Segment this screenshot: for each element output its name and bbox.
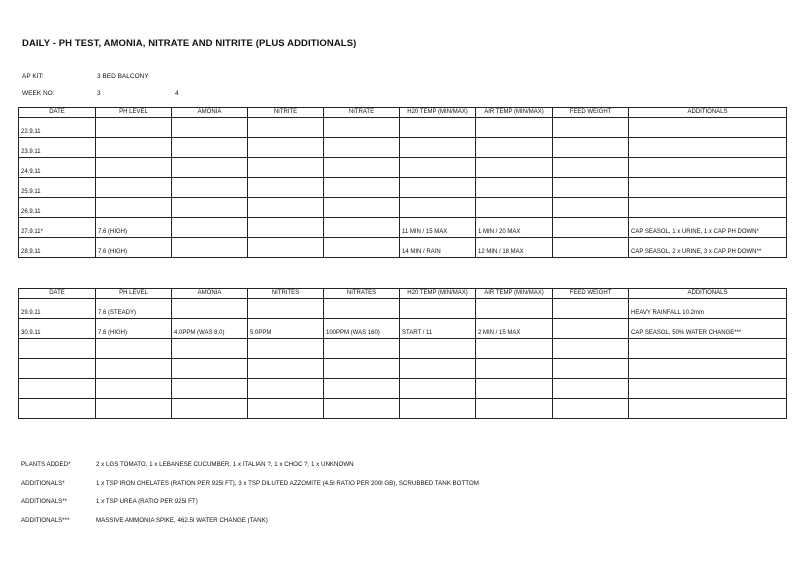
cell-date: 22.9.11 [19,118,96,138]
column-header-nitrite: NITRITES [248,289,324,299]
cell-nitrate [324,379,400,399]
cell-feed-weight [553,299,629,319]
cell-amonia [172,198,248,218]
cell-feed-weight [553,158,629,178]
cell-date [19,339,96,359]
cell-h20-temp [400,339,476,359]
cell-additionals [629,138,787,158]
cell-nitrite [248,299,324,319]
note-text-additionals-2: 1 x TSP UREA (RATIO PER 925l FT) [96,498,198,505]
cell-ph-level [96,198,172,218]
column-header-air-temp: AIR TEMP (MIN/MAX) [476,289,553,299]
week-label: WEEK NO: [22,90,55,97]
column-header-nitrite: NITRITE [248,108,324,118]
cell-amonia [172,238,248,258]
note-label-additionals-1: ADDITIONALS* [21,480,65,487]
cell-nitrate [324,359,400,379]
cell-amonia [172,359,248,379]
cell-additionals [629,339,787,359]
table-row [19,238,787,258]
column-header-amonia: AMONIA [172,289,248,299]
cell-amonia [172,399,248,419]
cell-air-temp [476,198,553,218]
cell-feed-weight [553,399,629,419]
cell-additionals [629,198,787,218]
cell-air-temp: 1 MIN / 20 MAX [476,218,553,238]
cell-additionals [629,399,787,419]
cell-air-temp [476,359,553,379]
cell-ph-level [96,359,172,379]
cell-amonia: 4.0PPM (WAS 8.0) [172,319,248,339]
cell-ph-level [96,158,172,178]
note-label-additionals-2: ADDITIONALS** [21,498,68,505]
column-header-feed-weight: FEED WEIGHT [553,108,629,118]
cell-date: 23.9.11 [19,138,96,158]
cell-nitrate [324,178,400,198]
ap-kit-value: 3 BED BALCONY [97,73,149,80]
cell-amonia [172,218,248,238]
table-row [19,158,787,178]
cell-air-temp [476,138,553,158]
cell-nitrite [248,238,324,258]
column-header-air-temp: AIR TEMP (MIN/MAX) [476,108,553,118]
cell-feed-weight [553,178,629,198]
cell-additionals [629,158,787,178]
week-value-2: 4 [175,90,179,97]
page-title: DAILY - PH TEST, AMONIA, NITRATE AND NITRITE (PLUS ADDITIONALS) [22,38,357,49]
cell-additionals [629,379,787,399]
cell-h20-temp: 14 MIN / RAIN [400,238,476,258]
cell-date: 29.9.11 [19,299,96,319]
cell-air-temp [476,399,553,419]
note-text-plants: 2 x LGS TOMATO, 1 x LEBANESE CUCUMBER, 1 x ITALIAN ?, 1 x CHOC ?, 1 x UNKNOWN [96,461,354,468]
cell-h20-temp [400,379,476,399]
column-header-additionals: ADDITIONALS [629,289,787,299]
cell-nitrite [248,359,324,379]
cell-feed-weight [553,118,629,138]
cell-nitrate [324,238,400,258]
cell-h20-temp [400,399,476,419]
cell-amonia [172,299,248,319]
cell-nitrate [324,138,400,158]
column-header-amonia: AMONIA [172,108,248,118]
cell-ph-level [96,118,172,138]
table-row [19,138,787,158]
header-row [19,108,787,118]
cell-air-temp [476,118,553,138]
cell-date: 30.9.11 [19,319,96,339]
cell-h20-temp [400,118,476,138]
table-row [19,399,787,419]
table-row [19,359,787,379]
cell-nitrate [324,218,400,238]
cell-nitrite [248,399,324,419]
note-label-additionals-3: ADDITIONALS*** [21,517,70,524]
table-row [19,218,787,238]
cell-h20-temp: START / 11 [400,319,476,339]
cell-air-temp: 12 MIN / 18 MAX [476,238,553,258]
cell-feed-weight [553,198,629,218]
table-row [19,299,787,319]
cell-nitrate [324,299,400,319]
cell-date [19,379,96,399]
cell-additionals [629,118,787,138]
column-header-ph-level: PH LEVEL [96,108,172,118]
cell-nitrite [248,379,324,399]
cell-date [19,359,96,379]
cell-air-temp [476,299,553,319]
cell-h20-temp [400,299,476,319]
table-row [19,118,787,138]
cell-date: 25.9.11 [19,178,96,198]
column-header-nitrate: NITRATES [324,289,400,299]
cell-ph-level [96,178,172,198]
ap-kit-label: AP KIT: [22,73,44,80]
column-header-additionals: ADDITIONALS [629,108,787,118]
daily-log-table-week-4 [18,288,787,419]
cell-nitrate [324,118,400,138]
cell-date [19,399,96,419]
note-text-additionals-3: MASSIVE AMMONIA SPIKE, 462.5l WATER CHANGE (TANK) [96,517,268,524]
cell-additionals [629,178,787,198]
cell-feed-weight [553,319,629,339]
cell-additionals: CAP SEASOL, 50% WATER CHANGE*** [629,319,787,339]
cell-nitrite [248,339,324,359]
cell-nitrite [248,138,324,158]
cell-date: 28.9.11 [19,238,96,258]
cell-date: 26.9.11 [19,198,96,218]
cell-date: 27.9.11* [19,218,96,238]
table-row [19,178,787,198]
cell-ph-level: 7.6 (HIGH) [96,238,172,258]
column-header-date: DATE [19,289,96,299]
cell-feed-weight [553,238,629,258]
cell-air-temp: 2 MIN / 15 MAX [476,319,553,339]
cell-amonia [172,339,248,359]
cell-h20-temp: 11 MIN / 15 MAX [400,218,476,238]
cell-additionals: HEAVY RAINFALL 10.2mm [629,299,787,319]
cell-feed-weight [553,339,629,359]
column-header-ph-level: PH LEVEL [96,289,172,299]
cell-nitrite [248,158,324,178]
table-row [19,379,787,399]
cell-nitrate [324,399,400,419]
cell-nitrite: 5.0PPM [248,319,324,339]
cell-additionals [629,359,787,379]
cell-air-temp [476,339,553,359]
table-row [19,319,787,339]
cell-h20-temp [400,198,476,218]
cell-ph-level [96,379,172,399]
note-label-plants: PLANTS ADDED* [21,461,71,468]
cell-nitrate [324,198,400,218]
cell-nitrate [324,158,400,178]
cell-h20-temp [400,178,476,198]
cell-nitrite [248,118,324,138]
table-row [19,198,787,218]
cell-h20-temp [400,158,476,178]
cell-h20-temp [400,359,476,379]
cell-feed-weight [553,218,629,238]
cell-ph-level [96,399,172,419]
cell-ph-level: 7.6 (STEADY) [96,299,172,319]
cell-nitrite [248,218,324,238]
cell-feed-weight [553,138,629,158]
cell-ph-level [96,138,172,158]
cell-h20-temp [400,138,476,158]
column-header-h20-temp: H20 TEMP (MIN/MAX) [400,108,476,118]
column-header-feed-weight: FEED WEIGHT [553,289,629,299]
column-header-date: DATE [19,108,96,118]
column-header-h20-temp: H20 TEMP (MIN/MAX) [400,289,476,299]
cell-nitrite [248,198,324,218]
cell-nitrite [248,178,324,198]
week-value-1: 3 [97,90,101,97]
cell-ph-level: 7.6 (HIGH) [96,319,172,339]
daily-log-table-week-3 [18,107,787,258]
cell-nitrate [324,339,400,359]
table-row [19,339,787,359]
cell-air-temp [476,178,553,198]
note-text-additionals-1: 1 x TSP IRON CHELATES (RATION PER 925l FT), 3 x TSP DILUTED AZZOMITE (4.5l RATIO PER 200l GB), SCRUBBED TANK BOTTOM [96,480,479,487]
cell-amonia [172,118,248,138]
cell-amonia [172,178,248,198]
cell-ph-level [96,339,172,359]
cell-date: 24.9.11 [19,158,96,178]
cell-amonia [172,138,248,158]
cell-nitrate: 100PPM (WAS 160) [324,319,400,339]
cell-feed-weight [553,379,629,399]
cell-feed-weight [553,359,629,379]
cell-additionals: CAP SEASOL, 1 x URINE, 1 x CAP PH DOWN* [629,218,787,238]
cell-amonia [172,379,248,399]
cell-air-temp [476,158,553,178]
cell-air-temp [476,379,553,399]
cell-ph-level: 7.6 (HIGH) [96,218,172,238]
cell-amonia [172,158,248,178]
header-row [19,289,787,299]
cell-additionals: CAP SEASOL, 2 x URINE, 3 x CAP PH DOWN** [629,238,787,258]
column-header-nitrate: NITRATE [324,108,400,118]
